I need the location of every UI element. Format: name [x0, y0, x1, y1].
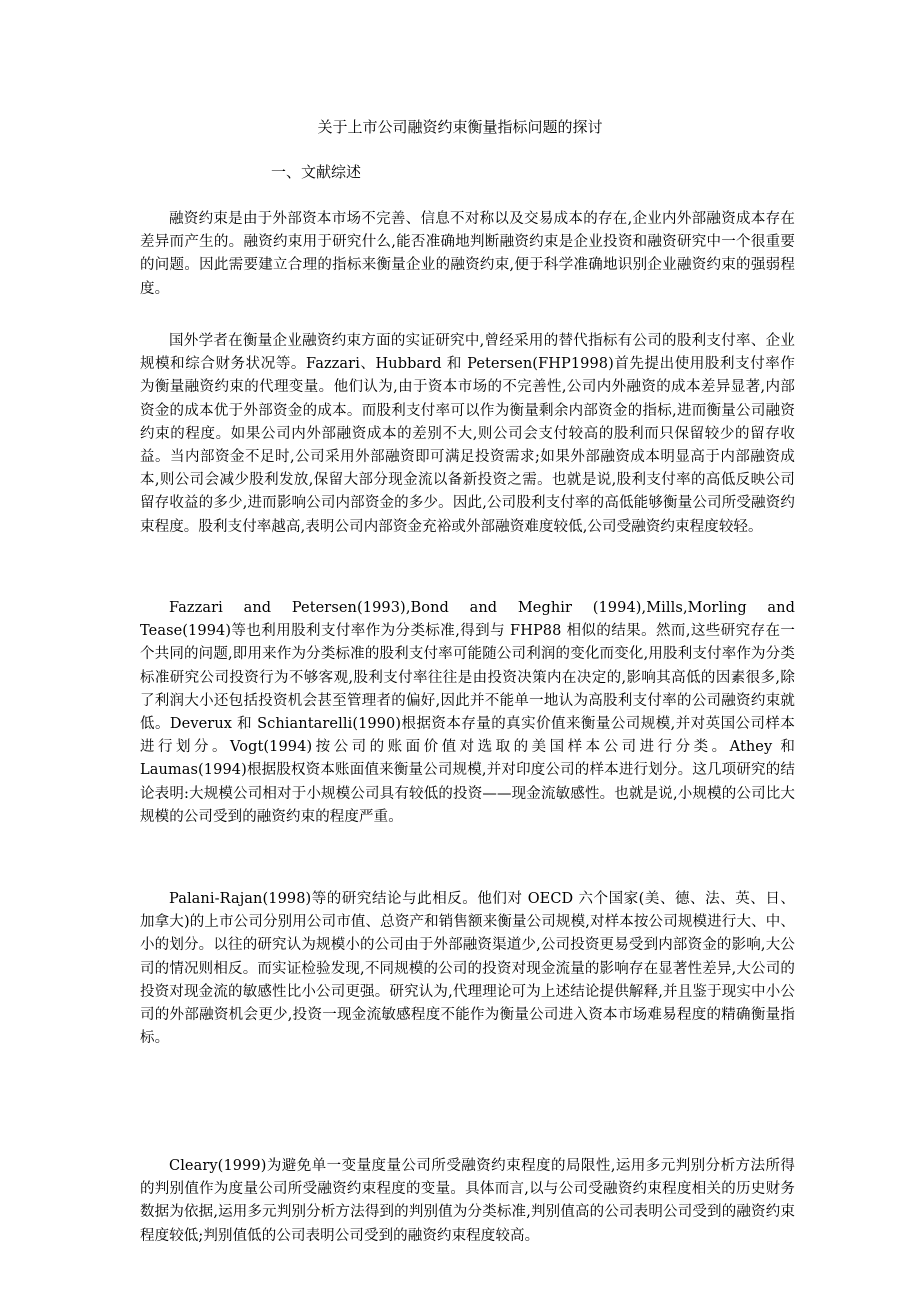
paragraph-3: Fazzari and Petersen(1993),Bond and Meghir (1994),Mills,Morling and Tease(1994)等也利用股利支付率作为分类标准,得到与 FHP88 相似的结果。然而,这些研究存在一个共同的问题,即用来作为分类标准的股利支付率可能随公司利润的变化而变化,用股利支付率作为分类标准研究公司投资行为不够客观,股利支付率往往是由投资决策内在决定的,影响其高低的因素很多,除了利润大小还包括投资机会甚至管理者的偏好,因此并不能单一地认为高股利支付率的公司融资约束就低。Deverux 和 Schiantarelli(1990)根据资本存量的真实价值来衡量公司规模,并对英国公司样本进行划分。Vogt(1994)按公司的账面价值对选取的美国样本公司进行分类。Athey 和 Laumas(1994)根据股权资本账面值来衡量公司规模,并对印度公司的样本进行划分。这几项研究的结论表明:大规模公司相对于小规模公司具有较低的投资——现金流敏感性。也就是说,小规模的公司比大规模的公司受到的融资约束的程度严重。	[140, 600, 795, 825]
document-title: 关于上市公司融资约束衡量指标问题的探讨	[317, 118, 603, 136]
paragraph-2: 国外学者在衡量企业融资约束方面的实证研究中,曾经采用的替代指标有公司的股利支付率、企业规模和综合财务状况等。Fazzari、Hubbard 和 Petersen(FHP1998)首先提出使用股利支付率作为衡量融资约束的代理变量。他们认为,由于资本市场的不完善性,公司内外融资的成本差异显著,内部资金的成本优于外部资金的成本。而股利支付率可以作为衡量剩余内部资金的指标,进而衡量公司融资约束的程度。如果公司内外部融资成本的差别不大,则公司会支付较高的股利而只保留较少的留存收益。当内部资金不足时,公司采用外部融资即可满足投资需求;如果外部融资成本明显高于内部融资成本,则公司会减少股利发放,保留大部分现金流以备新投资之需。也就是说,股利支付率的高低反映公司留存收益的多少,进而影响公司内部资金的多少。因此,公司股利支付率的高低能够衡量公司所受融资约束程度。股利支付率越高,表明公司内部资金充裕或外部融资难度较低,公司受融资约束程度较轻。	[140, 333, 795, 535]
paragraph-1: 融资约束是由于外部资本市场不完善、信息不对称以及交易成本的存在,企业内外部融资成本存在差异而产生的。融资约束用于研究什么,能否准确地判断融资约束是企业投资和融资研究中一个很重要的问题。因此需要建立合理的指标来衡量企业的融资约束,便于科学准确地识别企业融资约束的强弱程度。	[140, 211, 795, 297]
paragraph-4: Palani-Rajan(1998)等的研究结论与此相反。他们对 OECD 六个国家(美、德、法、英、日、加拿大)的上市公司分别用公司市值、总资产和销售额来衡量公司规模,对样本按公司规模进行大、中、小的划分。以往的研究认为规模小的公司由于外部融资渠道少,公司投资更易受到内部资金的影响,大公司的情况则相反。而实证检验发现,不同规模的公司的投资对现金流量的影响存在显著性差异,大公司的投资对现金流的敏感性比小公司更强。研究认为,代理理论可为上述结论提供解释,并且鉴于现实中小公司的外部融资机会更少,投资一现金流敏感程度不能作为衡量公司进入资本市场难易程度的精确衡量指标。	[140, 891, 795, 1047]
section-heading: 一、文献综述	[271, 163, 362, 181]
paragraph-5: Cleary(1999)为避免单一变量度量公司所受融资约束程度的局限性,运用多元判别分析方法所得的判别值作为度量公司所受融资约束程度的变量。具体而言,以与公司受融资约束程度相关的历史财务数据为依据,运用多元判别分析方法得到的判别值为分类标准,判别值高的公司表明公司受到的融资约束程度较低;判别值低的公司表明公司受到的融资约束程度较高。	[140, 1158, 795, 1244]
